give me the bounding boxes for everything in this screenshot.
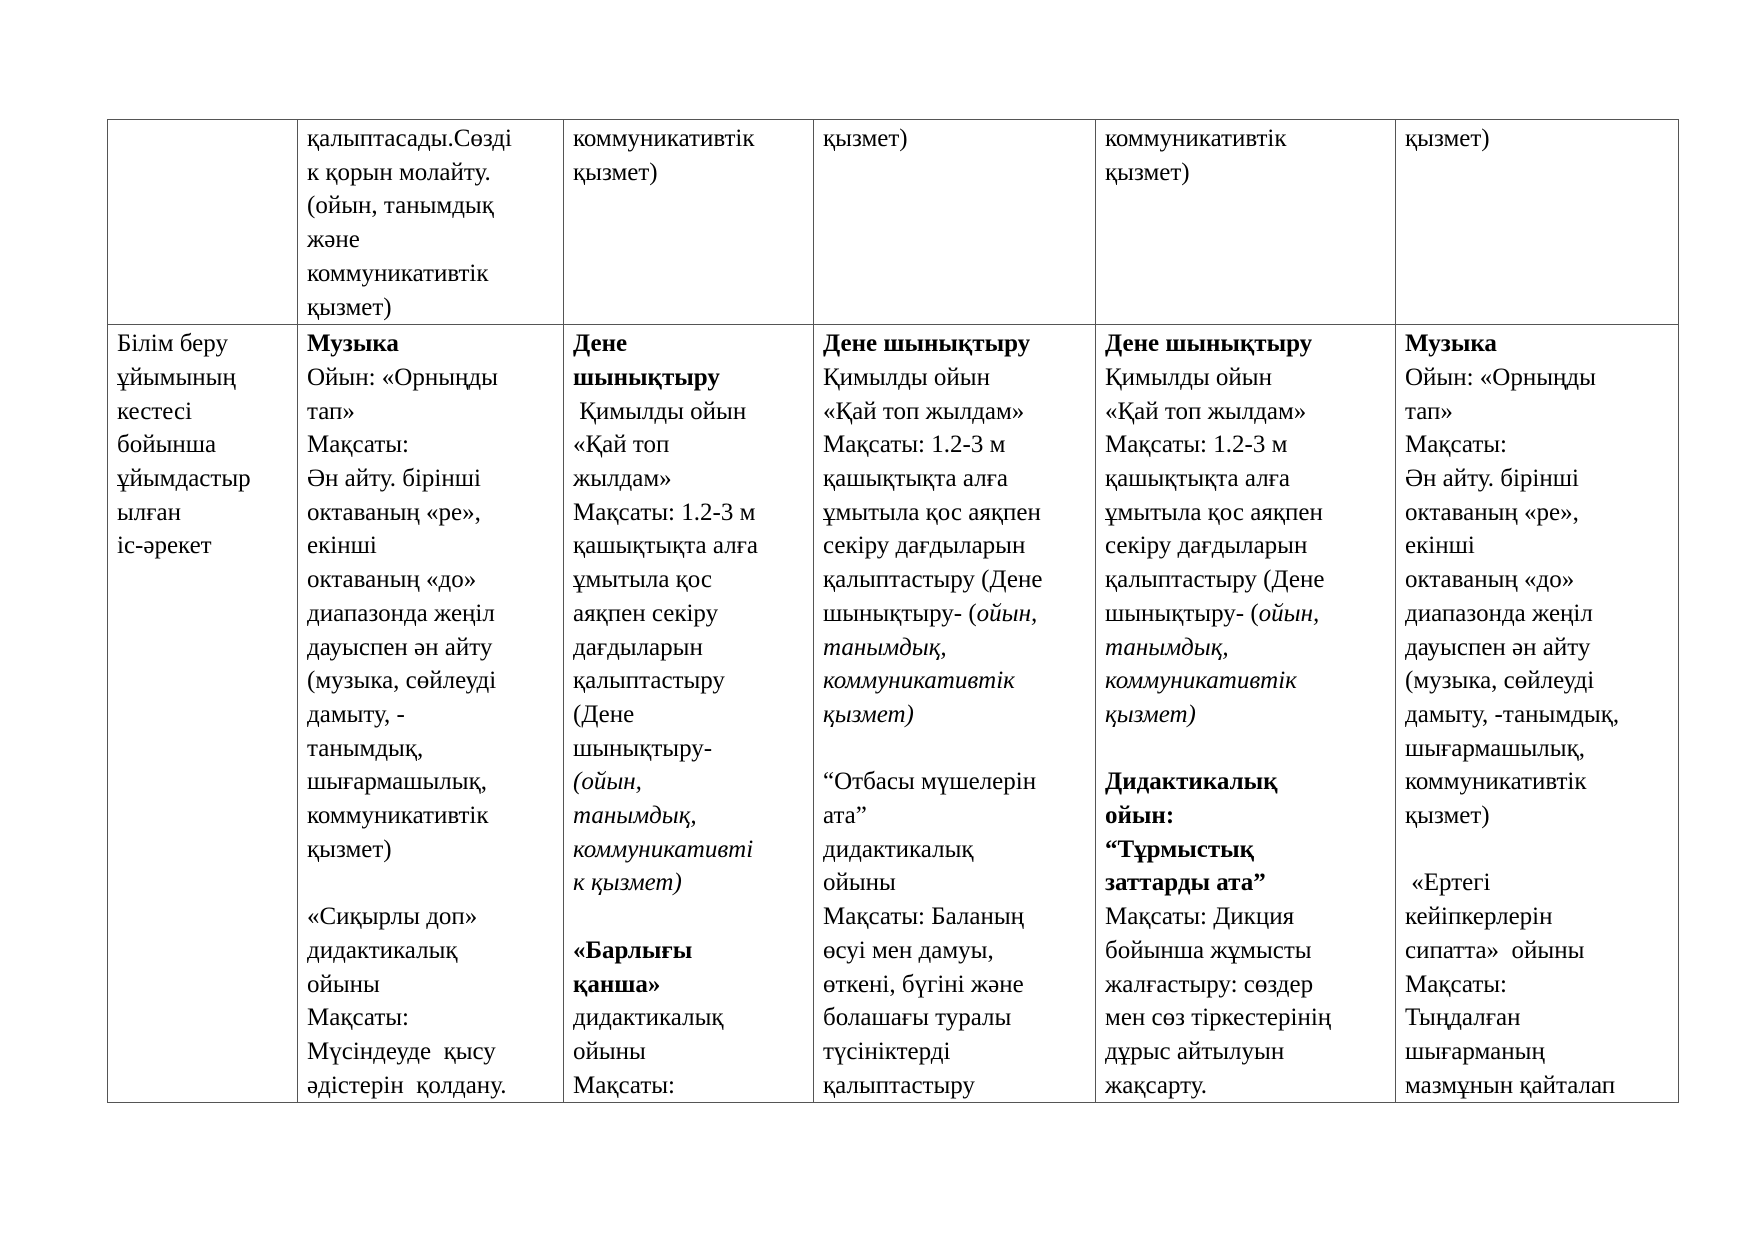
cell-text-italic-run: ойын, — [976, 599, 1038, 627]
cell-text-line: қалыптастыру — [573, 667, 725, 695]
cell-text-line: ойын: — [1105, 802, 1175, 830]
cell-text-line: ойыны — [823, 869, 896, 897]
cell-text-line: Мақсаты: — [307, 1004, 409, 1032]
cell-text-line: диапазонда жеңіл — [307, 599, 495, 627]
cell-text-line: бойынша жұмысты — [1105, 936, 1312, 964]
cell-text-line: Мақсаты: 1.2-3 м — [823, 431, 1006, 459]
cell-text-line: коммуникативтік — [307, 802, 489, 830]
cell-text-line: әдістерін қолдану. — [307, 1071, 507, 1099]
cell-text-line: к қорын молайту. — [307, 158, 491, 186]
cell-text-line: шығарманың — [1405, 1037, 1545, 1065]
table-cell — [1396, 325, 1679, 1103]
cell-text-line: коммуникативтік — [1405, 768, 1587, 796]
cell-text-line: жалғастыру: сөздер — [1105, 970, 1314, 998]
table-cell — [298, 325, 564, 1103]
cell-text-line: Тыңдалған — [1405, 1004, 1521, 1032]
cell-text-line — [307, 866, 557, 900]
cell-text-line: Дене шынықтыру — [1105, 330, 1313, 358]
cell-text-line: коммуникативтік — [823, 667, 1015, 695]
cell-text-line: Білім беру — [117, 330, 228, 358]
cell-text-line: өсуі мен дамуы, — [823, 936, 994, 964]
cell-text-line — [1405, 833, 1672, 867]
cell-text-line — [823, 597, 1089, 631]
cell-text-line: секіру дағдыларын — [1105, 532, 1308, 560]
cell-text-line: ұмытыла қос — [573, 566, 713, 594]
table-cell — [564, 325, 814, 1103]
cell-text-line: Мақсаты: — [573, 1071, 675, 1099]
cell-text-line: Мақсаты: Дикция — [1105, 903, 1295, 931]
cell-text-line: шынықтыру — [573, 363, 720, 391]
cell-text-line: ылған — [117, 498, 182, 526]
cell-text-italic-run: ойын, — [1258, 599, 1320, 627]
cell-text-line: қызмет) — [1105, 700, 1196, 728]
cell-text-line: «Қай топ — [573, 431, 670, 459]
cell-text-line — [573, 900, 807, 934]
cell-text-line: (Дене — [573, 700, 635, 728]
cell-text-line: өткені, бүгіні және — [823, 970, 1024, 998]
cell-text-line: Мақсаты: Баланың — [823, 903, 1025, 931]
cell-text-line: танымдық, — [307, 734, 424, 762]
table-row — [108, 120, 1679, 325]
cell-text-line: жылдам» — [573, 465, 672, 493]
cell-text-line: дидактикалық — [823, 835, 974, 863]
cell-text-line: «Барлығы — [573, 936, 693, 964]
table-cell — [298, 120, 564, 325]
cell-text-line: Қимылды ойын — [1105, 363, 1272, 391]
cell-text-line: Музыка — [307, 330, 399, 358]
table-cell — [1096, 325, 1396, 1103]
cell-text-line: Музыка — [1405, 330, 1497, 358]
cell-text-line: коммуникативтік — [1105, 125, 1287, 152]
cell-text-line: шығармашылық, — [1405, 734, 1585, 762]
cell-text-line: кестесі — [117, 397, 193, 425]
cell-text-line: Мақсаты: 1.2-3 м — [573, 498, 756, 526]
cell-text-line: Дене — [573, 330, 628, 358]
cell-text-line: ұйымдастыр — [117, 465, 251, 493]
table-row — [108, 325, 1679, 1103]
cell-text-line: дамыту, -танымдық, — [1405, 700, 1620, 728]
cell-text-line: (музыка, сөйлеуді — [1405, 667, 1595, 695]
cell-text-line: дидактикалық — [573, 1004, 724, 1032]
cell-text-line: дағдыларын — [573, 633, 703, 661]
cell-text-line: дауыспен ән айту — [1405, 633, 1591, 661]
cell-text-line: Мүсіндеуде қысу — [307, 1037, 496, 1065]
cell-text-line: Мақсаты: — [1405, 431, 1507, 459]
cell-text-line: қызмет) — [1105, 158, 1190, 186]
cell-text-line: к қызмет) — [573, 869, 682, 897]
cell-text-line: коммуникативтік — [307, 259, 489, 287]
cell-text-line: (ойын, — [573, 768, 642, 796]
cell-text-line: және — [307, 226, 360, 254]
cell-text-line: қызмет) — [307, 293, 392, 321]
cell-text-line: октаваның «до» — [1405, 566, 1575, 594]
cell-text-line: қызмет) — [823, 125, 908, 152]
cell-text-line: Мақсаты: — [307, 431, 409, 459]
table-cell — [1096, 120, 1396, 325]
cell-text-line: ұмытыла қос аяқпен — [1105, 498, 1323, 526]
cell-text-line: ұйымының — [117, 363, 236, 391]
cell-text-line: ойыны — [573, 1037, 646, 1065]
cell-text-line — [1105, 732, 1389, 766]
cell-text-line: қашықтықта алға — [573, 532, 759, 560]
cell-text-line: қалыптастыру (Дене — [1105, 566, 1325, 594]
cell-text-line: секіру дағдыларын — [823, 532, 1026, 560]
cell-text-line: Ойын: «Орныңды — [1405, 363, 1596, 391]
cell-text-line: дауыспен ән айту — [307, 633, 493, 661]
cell-text-line: танымдық, — [823, 633, 947, 661]
cell-text-line: “Отбасы мүшелерін — [823, 768, 1037, 796]
table-cell — [108, 325, 298, 1103]
cell-text-line: (ойын, танымдық — [307, 192, 494, 220]
cell-text-line: іс-әрекет — [117, 532, 212, 560]
schedule-table-body — [108, 120, 1679, 1103]
cell-text-line: «Қай топ жылдам» — [1105, 397, 1307, 425]
cell-text-line: Қимылды ойын — [573, 397, 747, 425]
cell-text-line: мазмұнын қайталап — [1405, 1071, 1616, 1099]
cell-text-line: қызмет) — [573, 158, 658, 186]
cell-text-line: заттарды ата” — [1105, 869, 1266, 897]
cell-text-line: қалыптастыру (Дене — [823, 566, 1043, 594]
cell-text-line: бойынша — [117, 431, 217, 459]
cell-text-line: аяқпен секіру — [573, 599, 719, 627]
cell-text-line: қашықтықта алға — [1105, 465, 1291, 493]
cell-text-line — [1105, 597, 1389, 631]
cell-text-line: Ойын: «Орныңды — [307, 363, 498, 391]
cell-text-line: түсініктерді — [823, 1037, 951, 1065]
cell-text-line: екінші — [307, 532, 377, 560]
cell-text-line: кейіпкерлерін — [1405, 903, 1553, 931]
cell-text-line: қанша» — [573, 970, 661, 998]
cell-text-line: Мақсаты: 1.2-3 м — [1105, 431, 1288, 459]
cell-text-line: диапазонда жеңіл — [1405, 599, 1593, 627]
cell-text-line: «Сиқырлы доп» — [307, 903, 478, 931]
cell-text-line: қалыптасады.Сөзді — [307, 125, 512, 152]
cell-text-line: коммуникативті — [573, 835, 754, 863]
cell-text-line: ойыны — [307, 970, 380, 998]
cell-text-line: шынықтыру- — [573, 734, 713, 762]
cell-text-line: Ән айту. бірінші — [307, 465, 481, 493]
cell-text-line: коммуникативтік — [573, 125, 755, 152]
cell-text-line: қызмет) — [307, 835, 392, 863]
cell-text-line: дидактикалық — [307, 936, 458, 964]
cell-text-line: мен сөз тіркестерінің — [1105, 1004, 1332, 1032]
cell-text-line: тап» — [307, 397, 355, 425]
cell-text-line: дұрыс айтылуын — [1105, 1037, 1285, 1065]
table-cell — [564, 120, 814, 325]
cell-text-line: ұмытыла қос аяқпен — [823, 498, 1041, 526]
table-cell — [108, 120, 298, 325]
cell-text-line: қалыптастыру — [823, 1071, 975, 1099]
cell-text-line: қызмет) — [1405, 802, 1490, 830]
cell-text-line: Дидактикалық — [1105, 768, 1278, 796]
cell-text-line: «Қай топ жылдам» — [823, 397, 1025, 425]
cell-text-line: сипатта» ойыны — [1405, 936, 1585, 964]
cell-text-line: Мақсаты: — [1405, 970, 1507, 998]
table-cell — [814, 325, 1096, 1103]
cell-text-line: октаваның «ре», — [1405, 498, 1579, 526]
cell-text-line: танымдық, — [1105, 633, 1229, 661]
table-cell — [1396, 120, 1679, 325]
cell-text-line: октаваның «ре», — [307, 498, 481, 526]
table-cell — [814, 120, 1096, 325]
cell-text-line: Қимылды ойын — [823, 363, 990, 391]
cell-text-run: шынықтыру- ( — [1105, 599, 1259, 627]
cell-text-line: ата” — [823, 802, 867, 830]
cell-text-line: тап» — [1405, 397, 1453, 425]
cell-text-line: (музыка, сөйлеуді — [307, 667, 497, 695]
cell-text-line: октаваның «до» — [307, 566, 477, 594]
cell-text-line: «Ертегі — [1405, 869, 1491, 897]
cell-text-line: коммуникативтік — [1105, 667, 1297, 695]
cell-text-line: “Тұрмыстық — [1105, 835, 1255, 863]
cell-text-line: жақсарту. — [1105, 1071, 1208, 1099]
cell-text-line — [823, 732, 1089, 766]
cell-text-line: Дене шынықтыру — [823, 330, 1031, 358]
cell-text-line: Ән айту. бірінші — [1405, 465, 1579, 493]
cell-text-line: қызмет) — [1405, 125, 1490, 152]
cell-text-line: қашықтықта алға — [823, 465, 1009, 493]
cell-text-run: шынықтыру- ( — [823, 599, 977, 627]
cell-text-line: екінші — [1405, 532, 1475, 560]
schedule-table — [107, 119, 1679, 1103]
cell-text-line: болашағы туралы — [823, 1004, 1012, 1032]
cell-text-line: шығармашылық, — [307, 768, 487, 796]
cell-text-line: қызмет) — [823, 700, 914, 728]
cell-text-line: дамыту, - — [307, 700, 405, 728]
cell-text-line: танымдық, — [573, 802, 697, 830]
